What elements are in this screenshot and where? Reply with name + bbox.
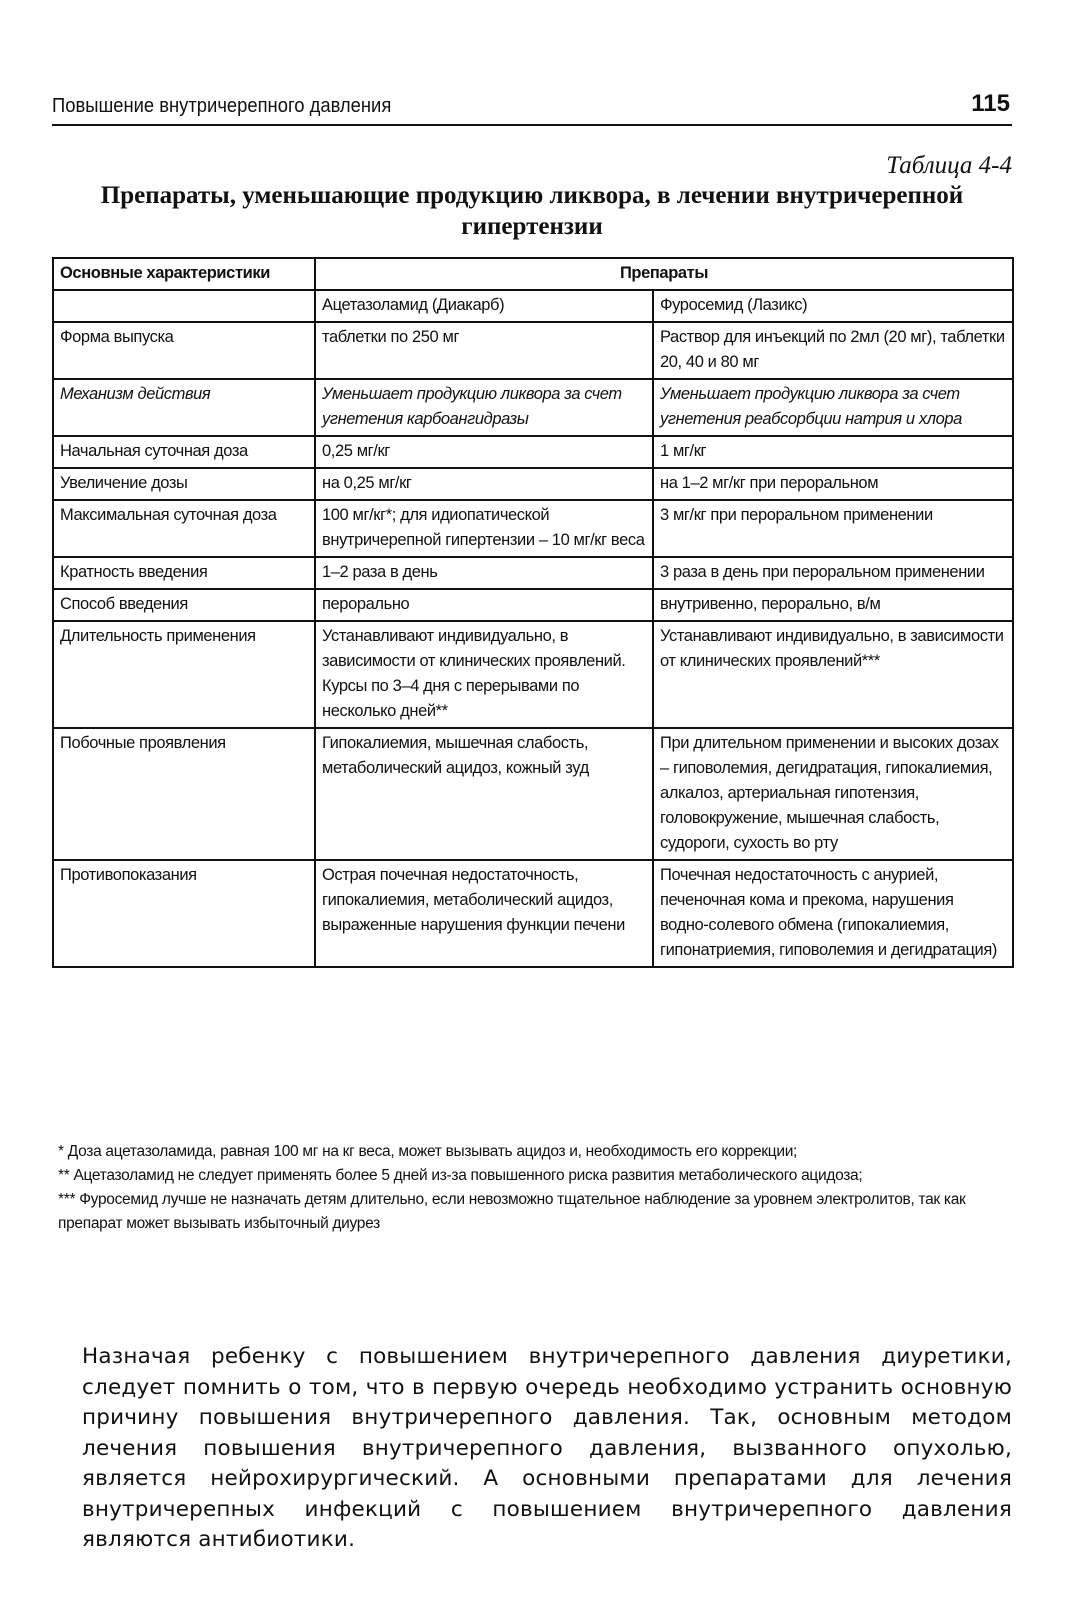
row-label: Начальная суточная доза xyxy=(53,436,315,468)
row-label: Кратность введения xyxy=(53,557,315,589)
table-row xyxy=(53,500,1013,557)
row-label: Механизм действия xyxy=(53,379,315,436)
footnote: ** Ацетазоламид не следует применять более 5 дней из-за повышенного риска развития метаболического ацидоза; xyxy=(58,1167,863,1184)
table-row xyxy=(53,728,1013,860)
table-row xyxy=(53,557,1013,589)
furosemide-cell: Раствор для инъекций по 2мл (20 мг), таблетки 20, 40 и 80 мг xyxy=(653,322,1013,379)
row-label: Максимальная суточная доза xyxy=(53,500,315,557)
drug-name-furosemide: Фуросемид (Лазикс) xyxy=(653,290,1013,322)
running-header xyxy=(52,84,1012,126)
acetazolamide-cell: 1–2 раза в день xyxy=(315,557,653,589)
acetazolamide-cell: перорально xyxy=(315,589,653,621)
empty-cell xyxy=(53,290,315,322)
row-label: Форма выпуска xyxy=(53,322,315,379)
furosemide-cell: внутривенно, перорально, в/м xyxy=(653,589,1013,621)
table-row xyxy=(53,436,1013,468)
footnote: * Доза ацетазоламида, равная 100 мг на кг веса, может вызывать ацидоз и, необходимость его коррекции; xyxy=(58,1143,798,1160)
body-paragraph: Назначая ребенку с повышением внутричерепного давления диуретики, следует помнить о том, что в первую очередь необходимо устранить основную причину повышения внутричерепного давления. Так, основным методом лечения повышения внутричерепного давления, вызванного опухолью, является нейрохирургический. А основными препаратами для лечения внутричерепных инфекций с повышением внутричерепного давления являются антибиотики. xyxy=(82,1344,1012,1552)
footnote: *** Фуросемид лучше не назначать детям длительно, если невозможно тщательное наблюдение за уровнем электролитов, так как препарат может вызывать избыточный диурез xyxy=(58,1191,966,1232)
acetazolamide-cell: на 0,25 мг/кг xyxy=(315,468,653,500)
acetazolamide-cell: 0,25 мг/кг xyxy=(315,436,653,468)
header-characteristics: Основные характеристики xyxy=(53,258,315,290)
acetazolamide-cell: таблетки по 250 мг xyxy=(315,322,653,379)
furosemide-cell: на 1–2 мг/кг при пероральном xyxy=(653,468,1013,500)
table-row xyxy=(53,621,1013,728)
furosemide-cell: При длительном применении и высоких дозах – гиповолемия, дегидратация, гипокалиемия, алкалоз, артериальная гипотензия, головокружение, мышечная слабость, судороги, сухость во рту xyxy=(653,728,1013,860)
table-label: Таблица 4-4 xyxy=(886,152,1012,179)
table-title: Препараты, уменьшающие продукцию ликвора, в лечении внутричерепной гипертензии xyxy=(100,182,964,240)
table-row xyxy=(53,322,1013,379)
acetazolamide-cell: Уменьшает продукцию ликвора за счет угнетения карбоангидразы xyxy=(315,379,653,436)
furosemide-cell: Почечная недостаточность с анурией, печеночная кома и прекома, нарушения водно-солевого обмена (гипокалиемия, гипонатриемия, гиповолемия и дегидратация) xyxy=(653,860,1013,967)
table-row xyxy=(53,589,1013,621)
body-text xyxy=(82,1342,1012,1556)
acetazolamide-cell: 100 мг/кг*; для идиопатической внутричерепной гипертензии – 10 мг/кг веса xyxy=(315,500,653,557)
acetazolamide-cell: Гипокалиемия, мышечная слабость, метаболический ацидоз, кожный зуд xyxy=(315,728,653,860)
table-row xyxy=(53,860,1013,967)
row-label: Способ введения xyxy=(53,589,315,621)
table-footnotes xyxy=(58,1140,1008,1236)
table-row xyxy=(53,379,1013,436)
table-row xyxy=(53,468,1013,500)
drug-names-row xyxy=(53,290,1013,322)
row-label: Увеличение дозы xyxy=(53,468,315,500)
furosemide-cell: 3 мг/кг при пероральном применении xyxy=(653,500,1013,557)
acetazolamide-cell: Острая почечная недостаточность, гипокалиемия, метаболический ацидоз, выраженные нарушения функции печени xyxy=(315,860,653,967)
row-label: Побочные проявления xyxy=(53,728,315,860)
page-number: 115 xyxy=(971,90,1010,117)
row-label: Длительность применения xyxy=(53,621,315,728)
row-label: Противопоказания xyxy=(53,860,315,967)
drug-name-acetazolamide: Ацетазоламид (Диакарб) xyxy=(315,290,653,322)
furosemide-cell: Уменьшает продукцию ликвора за счет угнетения реабсорбции натрия и хлора xyxy=(653,379,1013,436)
table-header-row xyxy=(53,258,1013,290)
header-drugs: Препараты xyxy=(315,258,1013,290)
furosemide-cell: 1 мг/кг xyxy=(653,436,1013,468)
running-title: Повышение внутричерепного давления xyxy=(52,95,392,117)
drug-comparison-table xyxy=(52,257,1014,968)
furosemide-cell: 3 раза в день при пероральном применении xyxy=(653,557,1013,589)
furosemide-cell: Устанавливают индивидуально, в зависимости от клинических проявлений*** xyxy=(653,621,1013,728)
acetazolamide-cell: Устанавливают индивидуально, в зависимости от клинических проявлений. Курсы по 3–4 дня с перерывами по несколько дней** xyxy=(315,621,653,728)
